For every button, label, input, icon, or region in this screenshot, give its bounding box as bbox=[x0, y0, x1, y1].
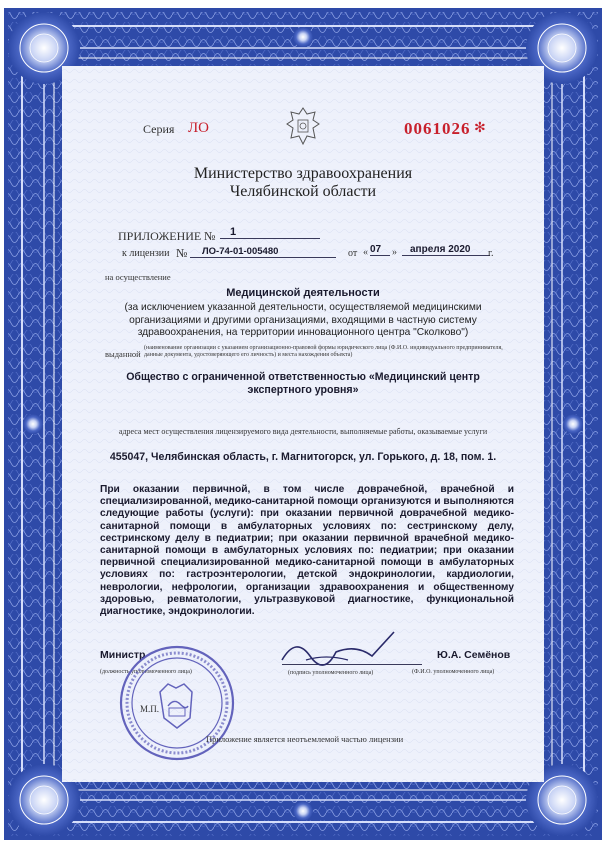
series-value: ЛО bbox=[188, 120, 210, 136]
license-no-sign: № bbox=[176, 246, 188, 260]
license-year-suffix: г. bbox=[488, 248, 494, 259]
license-number: ЛО-74-01-005480 bbox=[190, 246, 336, 258]
number-asterisk-icon: ✻ bbox=[474, 121, 486, 136]
footer-note: Приложение является неотъемлемой частью лицензии bbox=[206, 734, 404, 744]
document-number: 0061026 bbox=[404, 119, 471, 138]
series-label: Серия bbox=[143, 122, 175, 136]
license-day-close: » bbox=[392, 247, 397, 258]
signatory-name: Ю.А. Семёнов bbox=[437, 649, 511, 661]
appendix-number: 1 bbox=[220, 226, 320, 239]
activity-title: Медицинской деятельности bbox=[226, 287, 380, 299]
signatory-post: Министр bbox=[100, 649, 146, 661]
ministry-title: Министерство здравоохранения bbox=[193, 165, 413, 182]
official-seal-icon bbox=[118, 644, 236, 762]
appendix-no-sign: № bbox=[204, 229, 216, 243]
license-date-from: от bbox=[348, 248, 358, 259]
name-caption: (Ф.И.О. уполномоченного лица) bbox=[412, 669, 495, 675]
address-caption: адреса мест осуществления лицензируемого вида деятельности, выполняемые работы, оказываемые услуги bbox=[118, 427, 488, 436]
license-day: 07 bbox=[370, 244, 390, 256]
document-paper bbox=[62, 66, 544, 782]
appendix-label: ПРИЛОЖЕНИЕ bbox=[118, 229, 202, 243]
issued-caption: (наименование организации с указанием организационно-правовой формы юридического лица (Ф.И.О. индивидуального предпринимателя, данные документа, удостоверяющего его личность) и места нахождения объекта) bbox=[144, 345, 503, 358]
post-caption: (должность уполномоченного лица) bbox=[100, 669, 192, 675]
coat-of-arms-icon bbox=[285, 106, 321, 146]
license-appendix-document bbox=[4, 8, 602, 840]
ministry-region: Челябинской области bbox=[229, 183, 377, 200]
seal-place-label: М.П. bbox=[140, 704, 160, 714]
license-prefix: к лицензии bbox=[122, 248, 170, 259]
license-month-year: апреля 2020 bbox=[402, 244, 490, 256]
license-day-open: « bbox=[363, 247, 368, 258]
signature-caption: (подпись уполномоченного лица) bbox=[288, 670, 374, 676]
activity-address: 455047, Челябинская область, г. Магнитогорск, ул. Горького, д. 18, пом. 1. bbox=[109, 451, 497, 463]
signature-scribble-icon bbox=[276, 626, 406, 670]
organization-name: Общество с ограниченной ответственностью «Медицинский центр экспертного уровня» bbox=[126, 371, 480, 396]
issued-label: выданной bbox=[105, 349, 141, 359]
services-list: При оказании первичной, в том числе доврачебной, врачебной и специализированной, медико-санитарной помощи организуются и выполняются следующие работы (услуги): при оказании первичной доврачебной медико-санитарной помощи в амбулаторных условиях по: сестринскому делу, сестринскому делу в педиатрии; при оказании первичной врачебной медико-санитарной помощи в амбулаторных условиях по: педиатрии; при оказании первичной специализированной медико-санитарной помощи в амбулаторных условиях по: гастроэнтерологии, детской эндокринологии, кардиологии, неврологии, нефрологии, организации здравоохранения и общественному здоровью, ревматологии, ультразвуковой диагностике, функциональной диагностике, эндокринологии. bbox=[100, 484, 514, 618]
activity-note: (за исключением указанной деятельности, осуществляемой медицинскими организациями и другими организациями, входящими в частную систему здравоохранения, на территории инновационного центра "Сколково") bbox=[124, 302, 482, 338]
activity-prefix: на осуществление bbox=[105, 272, 171, 282]
